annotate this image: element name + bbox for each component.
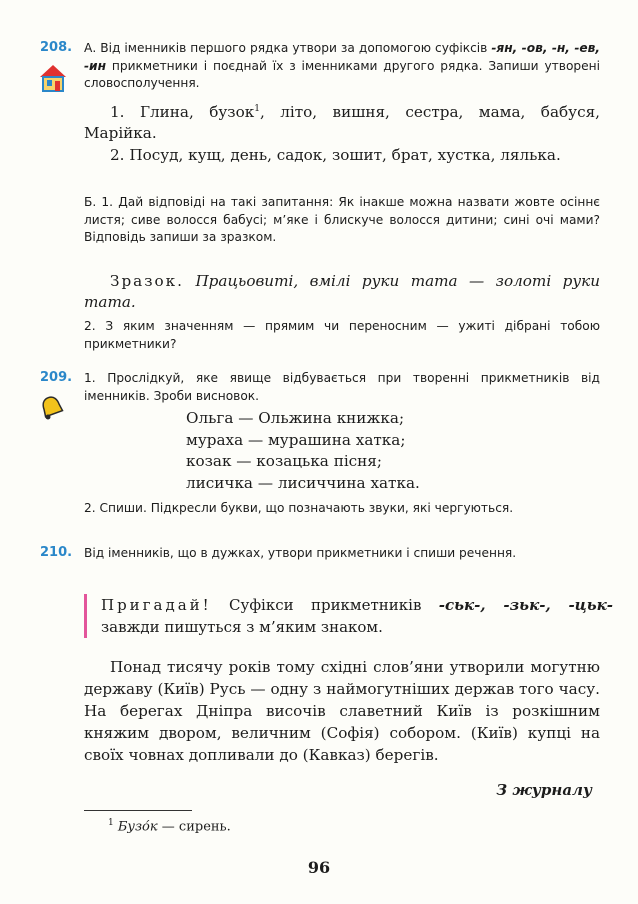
footnote-mark: 1 [108, 818, 114, 828]
task-a-text: А. Від іменників першого рядка утвори за допомогою суфіксів [84, 41, 492, 55]
reminder-box [84, 594, 613, 638]
exercise-208-sample [84, 271, 600, 313]
house-icon [38, 63, 68, 97]
exercise-number-210: 210. [40, 545, 73, 560]
exercise-208-task-b1: Б. 1. Дай відповіді на такі запитання: Як інакше можна назвати жовте осіннє листя; сиве волосся бабусі; м’яке і блискуче волосся дитини; сині очі мами? Відповідь запиши за зразком. [84, 195, 600, 244]
word-pair: Ольга — Ольжина книжка; [186, 409, 405, 427]
reminder-label: Пригадай! [101, 596, 212, 614]
exercise-209-task-2: 2. Спиши. Підкресли букви, що позначають звуки, які чергуються. [84, 501, 514, 515]
footnote-ref: 1 [254, 104, 260, 114]
reminder-text: Суфікси прикметників [211, 596, 439, 614]
exercise-210-task: Від іменників, що в дужках, утвори прикметники і спиши речення. [84, 546, 517, 560]
footnote-word: Бузо́к [117, 819, 158, 835]
exercise-208-row-1 [84, 99, 600, 144]
exercise-208-task-b2: 2. З яким значенням — прямим чи переносним — ужиті дібрані тобою прикметники? [84, 319, 600, 351]
exercise-number-208: 208. [40, 40, 73, 55]
bell-icon [38, 394, 66, 426]
footnote-divider [84, 810, 192, 811]
row-1-start: 1. Глина, бузок [110, 103, 255, 122]
sample-text: Працьовиті, вмілі руки тата — золоті руки тата. [84, 272, 600, 311]
exercise-number-209: 209. [40, 370, 73, 385]
task-a-suffixes: -ян, -ов, -н, -ев, -ин [84, 41, 600, 73]
row-1-end: , літо, вишня, сестра, мама, бабуся, Марійка. [84, 103, 600, 143]
sample-label: Зразок. [110, 272, 184, 290]
word-pair: мураха — мурашина хатка; [186, 430, 406, 449]
reminder-suffixes: -ськ-, -зьк-, -цьк- [438, 596, 613, 614]
exercise-208-row-2: 2. Посуд, кущ, день, садок, зошит, брат, хустка, лялька. [110, 146, 561, 164]
page-number: 96 [307, 858, 331, 877]
exercise-210-text: Понад тисячу років тому східні слов’яни утворили могутню державу (Київ) Русь — одну з наймогутніших держав того часу. На берегах Дніпра височів славетний Київ із розкішним княжим двором, величним (Софія) собором. (Київ) купці на своїх човнах допливали до (Кавказ) берегів. [84, 658, 600, 764]
exercise-209-task-1: 1. Прослідкуй, яке явище відбувається при творенні прикметників від іменників. Зроби висновок. [84, 371, 600, 403]
reminder-end: завжди пишуться з м’яким знаком. [101, 618, 383, 636]
word-pair: козак — козацька пісня; [186, 452, 382, 470]
exercise-208-task-a [84, 40, 600, 93]
word-pairs [186, 408, 420, 494]
footnote [108, 818, 231, 834]
task-a-rest: прикметники і поєднай їх з іменниками другого рядка. Запиши утворені словосполучення. [84, 58, 600, 90]
source-citation: З журналу [496, 781, 592, 799]
footnote-text: — сирень. [157, 819, 231, 835]
word-pair: лисичка — лисиччина хатка. [186, 473, 420, 492]
